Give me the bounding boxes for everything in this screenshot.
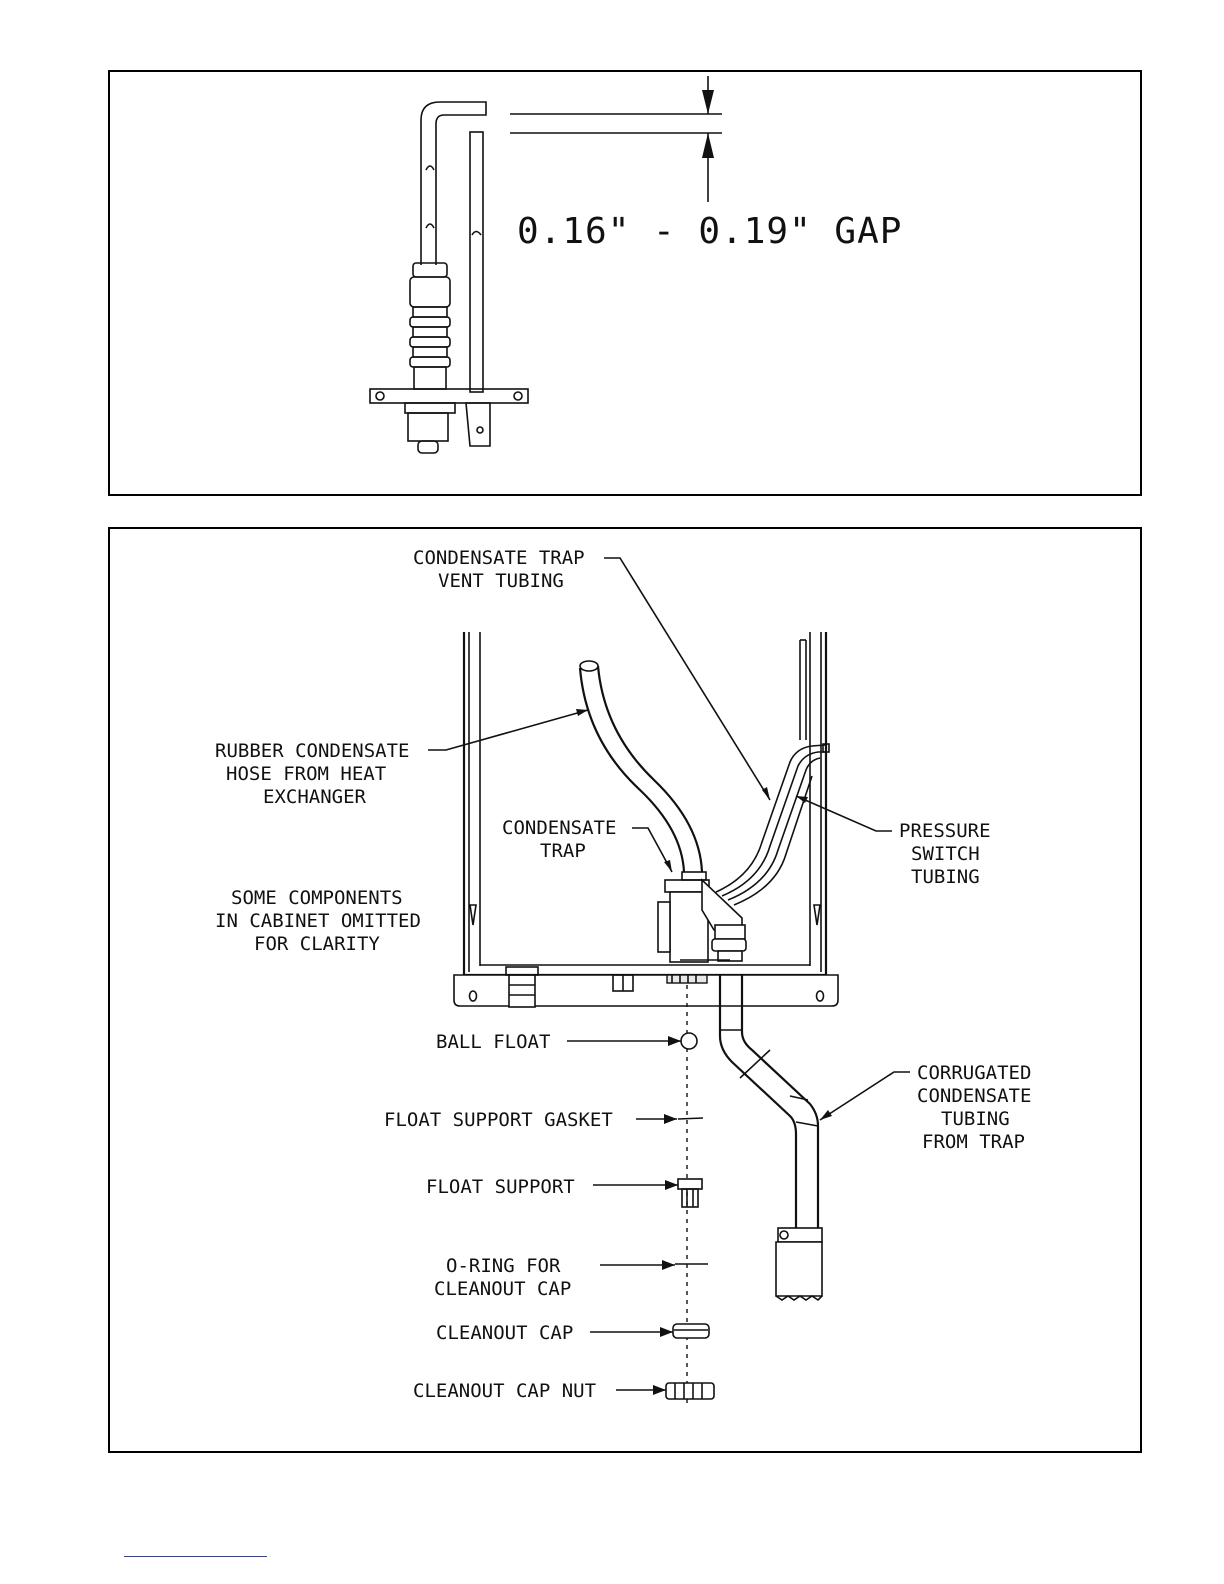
label-pressure-3: TUBING <box>911 866 980 888</box>
label-trap-1: CONDENSATE <box>502 817 617 839</box>
label-cleanout-cap: CLEANOUT CAP <box>436 1322 574 1344</box>
igniter-gap-drawing <box>0 0 1224 520</box>
condensate-trap-panel <box>108 527 1142 1453</box>
label-oring-2: CLEANOUT CAP <box>434 1278 572 1300</box>
label-pressure-2: SWITCH <box>911 843 980 865</box>
igniter-electrode <box>421 102 486 265</box>
label-corrugated-3: TUBING <box>941 1108 1010 1130</box>
label-rubber-hose-2: HOSE FROM HEAT <box>226 763 387 785</box>
label-trap-2: TRAP <box>540 840 586 862</box>
label-omitted-1: SOME COMPONENTS <box>231 887 403 909</box>
label-rubber-hose-1: RUBBER CONDENSATE <box>215 740 410 762</box>
label-vent-tubing-2: VENT TUBING <box>438 570 564 592</box>
label-omitted-3: FOR CLARITY <box>254 933 380 955</box>
label-oring-1: O-RING FOR <box>446 1255 561 1277</box>
label-corrugated-2: CONDENSATE <box>917 1085 1032 1107</box>
label-float-support: FLOAT SUPPORT <box>426 1176 575 1198</box>
gap-dimension <box>510 76 722 202</box>
label-pressure-1: PRESSURE <box>899 820 991 842</box>
ground-rod <box>470 132 483 392</box>
label-cleanout-nut: CLEANOUT CAP NUT <box>413 1380 597 1402</box>
label-vent-tubing-1: CONDENSATE TRAP <box>413 547 585 569</box>
label-omitted-2: IN CABINET OMITTED <box>215 910 421 932</box>
label-rubber-hose-3: EXCHANGER <box>263 786 366 808</box>
label-corrugated-4: FROM TRAP <box>922 1131 1025 1153</box>
label-corrugated-1: CORRUGATED <box>917 1062 1032 1084</box>
gap-label: 0.16" - 0.19" GAP <box>517 211 903 252</box>
footer-link-underline[interactable] <box>124 1556 267 1557</box>
label-ball-float: BALL FLOAT <box>436 1031 551 1053</box>
ceramic-insulator <box>410 263 450 389</box>
mounting-bracket <box>370 389 528 453</box>
label-gasket: FLOAT SUPPORT GASKET <box>384 1109 613 1131</box>
